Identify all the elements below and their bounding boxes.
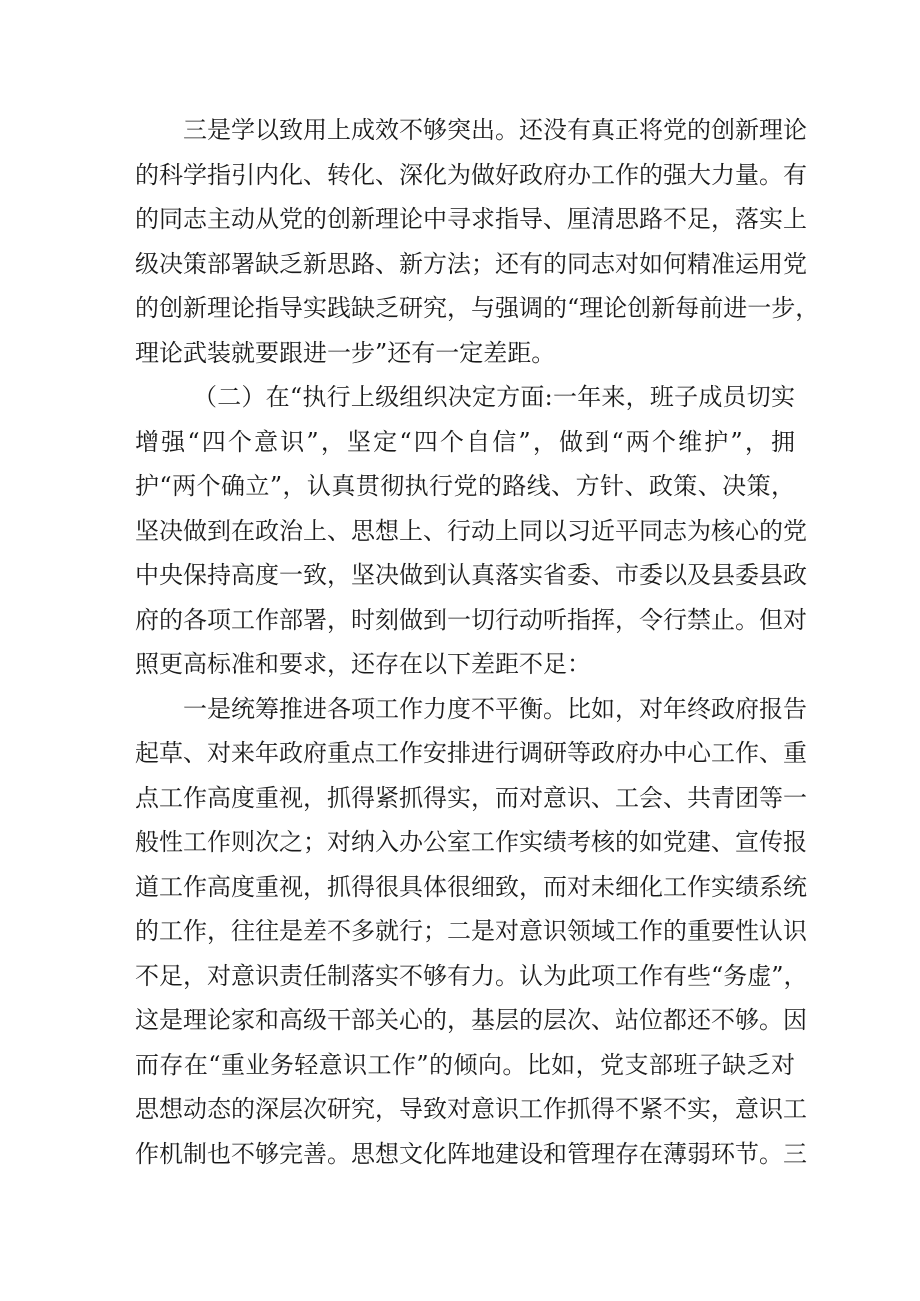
paragraph-line: 这是理论家和高级干部关心的，基层的层次、站位都还不够。因 [135,1006,807,1034]
paragraph-line: 理论武装就要跟进一步”还有一定差距。 [135,338,556,367]
paragraph-line: 点工作高度重视，抓得紧抓得实，而对意识、工会、共青团等一 [135,783,807,812]
paragraph-line: 的科学指引内化、转化、深化为做好政府办工作的强大力量。有 [135,160,807,189]
paragraph-line: 增强“四个意识”，坚定“四个自信”，做到“两个维护”，拥 [135,427,795,456]
paragraph-line: 的同志主动从党的创新理论中寻求指导、厘清思路不足，落实上 [135,205,807,233]
paragraph-line: 的创新理论指导实践缺乏研究，与强调的“理论创新每前进一步， [135,294,820,322]
paragraph-line: 起草、对来年政府重点工作安排进行调研等政府办中心工作、重 [135,739,807,767]
paragraph-line: 护“两个确立”，认真贯彻执行党的路线、方针、政策、决策， [135,472,795,500]
paragraph-line: 级决策部署缺乏新思路、新方法；还有的同志对如何精准运用党 [135,249,807,278]
section-heading-line: （二）在“执行上级组织决定方面:一年来，班子成员切实 [193,383,795,411]
paragraph-line: 坚决做到在政治上、思想上、行动上同以习近平同志为核心的党 [135,516,807,545]
paragraph-line: 思想动态的深层次研究，导致对意识工作抓得不紧不实，意识工 [135,1095,807,1123]
paragraph-line: 中央保持高度一致，坚决做到认真落实省委、市委以及县委县政 [135,561,807,589]
paragraph-line: 照更高标准和要求，还存在以下差距不足： [135,650,591,678]
paragraph-line: 的工作，往往是差不多就行；二是对意识领域工作的重要性认识 [135,917,807,945]
paragraph-line: 三是学以致用上成效不够突出。还没有真正将党的创新理论 [183,116,807,144]
paragraph-line: 不足，对意识责任制落实不够有力。认为此项工作有些“务虚”， [135,961,808,990]
paragraph-line: 道工作高度重视，抓得很具体很细致，而对未细化工作实绩系统 [135,872,807,901]
paragraph-line: 作机制也不够完善。思想文化阵地建设和管理存在薄弱环节。三 [135,1139,807,1168]
paragraph-line: 府的各项工作部署，时刻做到一切行动听指挥，令行禁止。但对 [135,605,807,634]
paragraph-line: 般性工作则次之；对纳入办公室工作实绩考核的如党建、宣传报 [135,828,807,856]
document-body [135,108,820,1176]
paragraph-line: 一是统筹推进各项工作力度不平衡。比如，对年终政府报告 [183,694,807,723]
paragraph-line: 而存在“重业务轻意识工作”的倾向。比如，党支部班子缺乏对 [135,1050,795,1079]
